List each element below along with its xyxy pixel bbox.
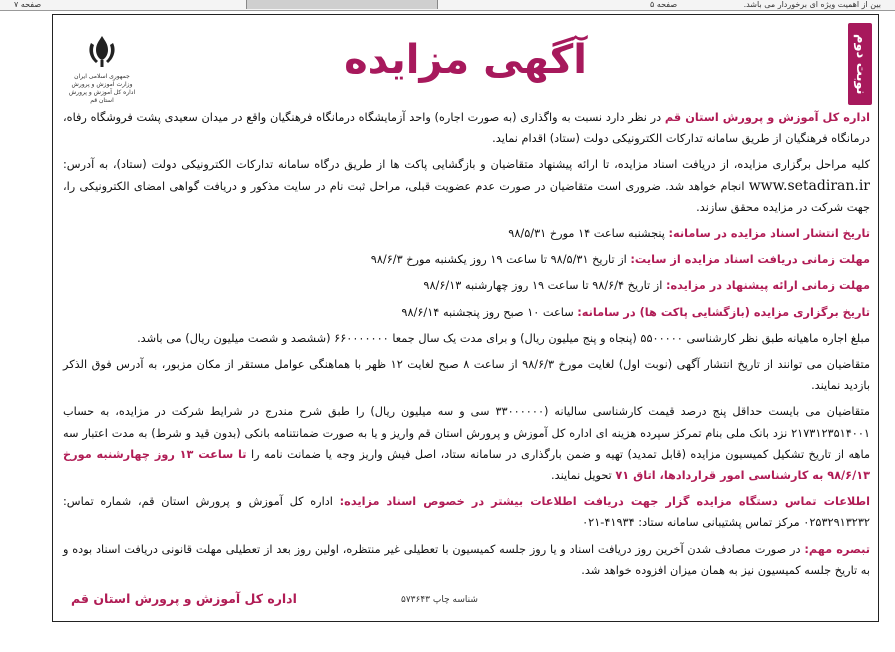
iran-emblem-icon <box>85 33 119 69</box>
emblem-line-3: اداره کل آموزش و پرورش استان قم <box>68 89 136 104</box>
date-row-submit <box>63 275 870 296</box>
setad-url-link[interactable]: www.setadiran.ir <box>748 177 870 194</box>
contact-text: اداره کل آموزش و پرورش استان قم، شماره تماس: ۰۲۵۳۲۹۱۳۲۳۲ مرکز تماس پشتیبانی سامانه ستاد: ۴۱۹۳۴-۰۲۱ <box>63 495 870 530</box>
date-label: مهلت زمانی دریافت اسناد مزایده از سایت: <box>630 253 870 267</box>
date-row-publish <box>63 223 870 244</box>
note-label: تبصره مهم: <box>804 542 870 556</box>
procedure-text: کلیه مراحل برگزاری مزایده، از دریافت اسناد مزایده، تا ارائه پیشنهاد متقاضیان و بازگشایی پاکت ها از طریق درگاه سامانه تدارکات الکترونیکی دولت (ستاد)، به آدرس: <box>63 158 870 172</box>
thumbnail-strip <box>246 0 438 9</box>
organization-name: اداره کل آموزش و پرورش استان قم <box>664 111 870 124</box>
footer-office-name: اداره کل آموزش و پرورش استان قم <box>71 591 297 606</box>
contact-label: اطلاعات تماس دستگاه مزایده گزار جهت دریافت اطلاعات بیشتر در خصوص اسناد مزایده: <box>339 495 870 509</box>
procedure-text-after: انجام خواهد شد. ضروری است متقاضیان در صورت عدم عضویت قبلی، مراحل ثبت نام در سایت مذکور و دریافت گواهی امضای الکترونیکی را، جهت شرکت در مزایده محقق سازند. <box>63 179 870 214</box>
contact-paragraph <box>63 491 870 533</box>
date-value: از تاریخ ۹۸/۶/۴ تا ساعت ۱۹ روز چهارشنبه ۹۸/۶/۱۳ <box>423 279 666 293</box>
page-number-left: صفحه ۷ <box>14 0 42 9</box>
notice-footer <box>71 591 870 615</box>
date-value: از تاریخ ۹۸/۵/۳۱ تا ساعت ۱۹ روز یکشنبه مورخ ۹۸/۶/۳ <box>370 253 631 267</box>
page-number-mid: صفحه ۵ <box>650 0 678 9</box>
emblem-line-2: وزارت آموزش و پرورش <box>71 81 133 88</box>
emblem-line-1: جمهوری اسلامی ایران <box>74 73 130 80</box>
deposit-text: متقاضیان می بایست حداقل پنج درصد قیمت کارشناسی سالیانه (۳۳۰۰۰۰۰۰ سی و سه میلیون ریال) را طبق شرح مندرج در شرایط شرکت در مزایده، به حساب ۲۱۷۳۱۲۳۵۱۴۰۰۱ نزد بانک ملی بنام تمرکز سپرده هزینه ای اداره کل آموزش و پرورش استان قم واریز و یا به صورت ضمانتنامه بانکی (بدون قید و شرط) به مدت اعتبار سه ماهه از تاریخ تشکیل کمیسیون مزایده (قابل تمدید) تهیه و ضمن بارگذاری در سامانه ستاد، اصل فیش واریز وجه یا ضمانت نامه را <box>63 405 870 461</box>
date-label: مهلت زمانی ارائه پیشنهاد در مزایده: <box>665 279 870 293</box>
rent-paragraph: مبلغ اجاره ماهیانه طبق نظر کارشناسی ۵۵۰۰۰۰۰ (پنجاه و پنج میلیون ریال) و برای مدت یک سال جمعا ۶۶۰۰۰۰۰۰۰ (ششصد و شصت میلیون ریال) می باشد. <box>137 331 870 345</box>
notice-body <box>63 107 870 586</box>
date-label: تاریخ انتشار اسناد مزایده در سامانه: <box>668 227 870 241</box>
notice-frame <box>52 14 879 622</box>
previous-article-tail: بین از اهمیت ویژه ای برخوردار می باشد. <box>743 0 881 9</box>
round-badge: نوبت دوم <box>848 23 872 105</box>
procedure-paragraph <box>63 154 870 218</box>
date-value: پنجشنبه ساعت ۱۴ مورخ ۹۸/۵/۳۱ <box>508 227 669 241</box>
date-row-opening <box>63 302 870 323</box>
deposit-paragraph <box>63 401 870 486</box>
intro-text: در نظر دارد نسبت به واگذاری (به صورت اجاره) واحد آزمایشگاه درمانگاه فرهنگیان واقع در میدان سعیدی پشت فروشگاه رفاه، درمانگاه فرهنگیان از طریق سامانه تدارکات الکترونیکی دولت (ستاد) اقدام نماید. <box>63 111 870 146</box>
date-row-receive <box>63 249 870 270</box>
print-id: شناسه چاپ ۵۷۳۶۴۳ <box>401 595 478 605</box>
date-label: تاریخ برگزاری مزایده (بازگشایی پاکت ها) در سامانه: <box>577 305 870 319</box>
deposit-deadline: تا ساعت ۱۳ روز چهارشنبه مورخ ۹۸/۶/۱۳ به کارشناسی امور قراردادها، اتاق ۷۱ <box>63 447 870 483</box>
deposit-tail: تحویل نمایند. <box>551 469 616 483</box>
note-text: در صورت مصادف شدن آخرین روز دریافت اسناد و یا روز جلسه کمیسیون با تعطیلی غیر منتظره، اولین روز بعد از تعطیلی مهلت قانونی دریافت اسناد بوده و به تاریخ جلسه کمیسیون نیز به همان میزان افزوده خواهد شد. <box>63 542 870 577</box>
visit-paragraph: متقاضیان می توانند از تاریخ انتشار آگهی (نوبت اول) لغایت مورخ ۹۸/۶/۳ از ساعت ۸ صبح لغایت ۱۲ ظهر با هماهنگی عوامل مستقر از مکان مزبور، به آدرس فوق الذکر بازدید نمایند. <box>63 358 870 393</box>
date-value: ساعت ۱۰ صبح روز پنجشنبه ۹۸/۶/۱۴ <box>401 305 578 319</box>
emblem-block <box>67 33 137 113</box>
intro-paragraph <box>63 107 870 149</box>
notice-title: آگهی مزایده <box>344 37 587 83</box>
top-strip <box>0 0 895 11</box>
note-paragraph <box>63 539 870 581</box>
